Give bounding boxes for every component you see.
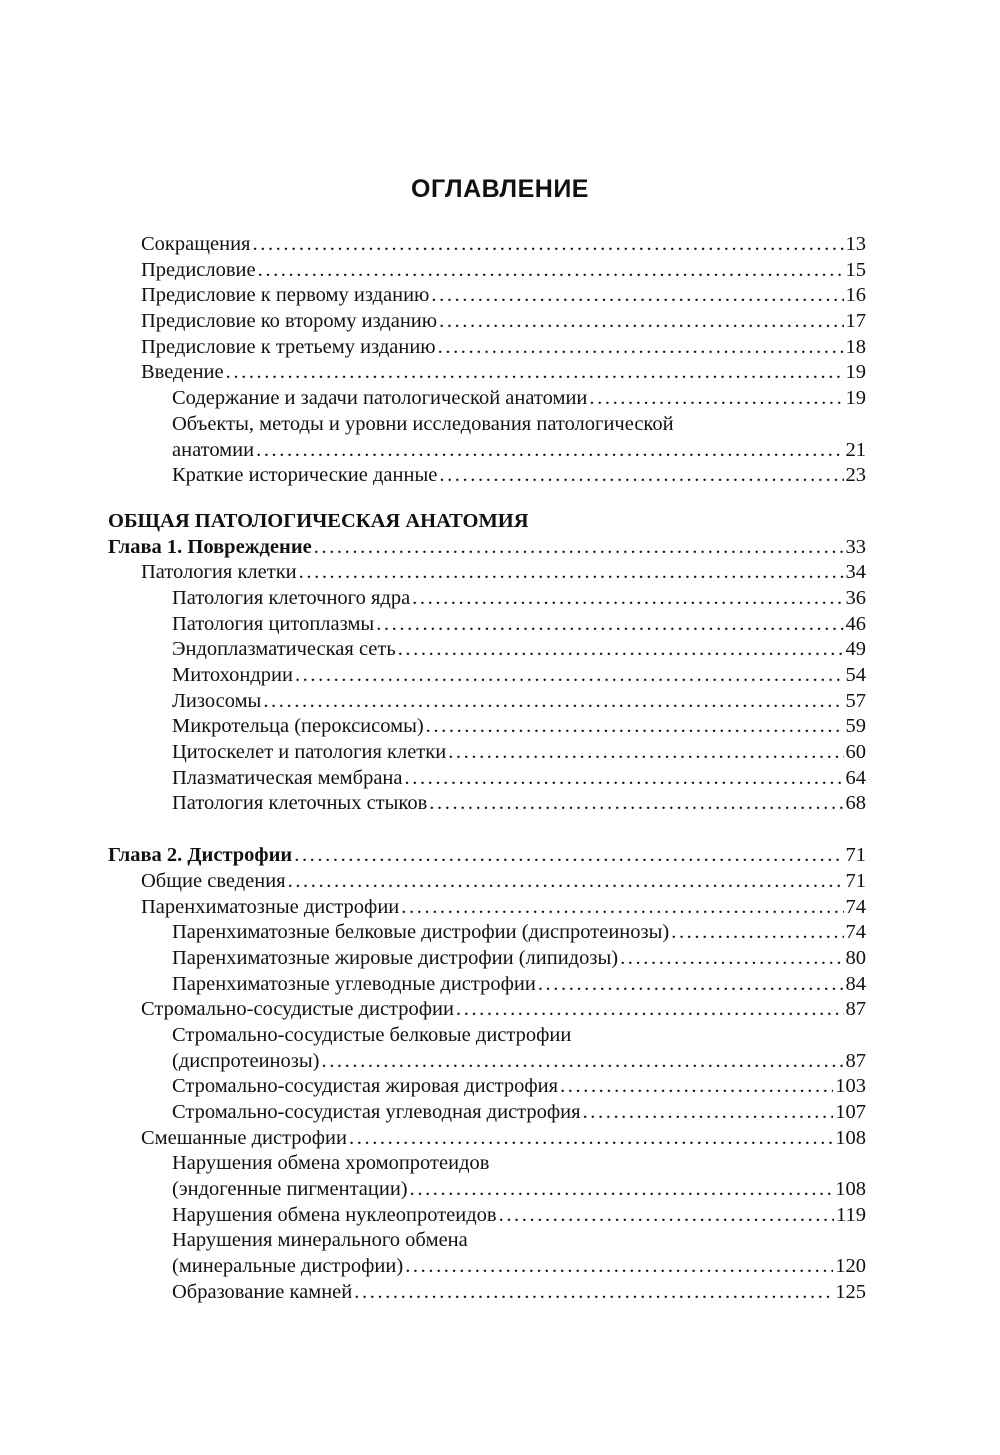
toc-page-number: 15	[845, 258, 866, 281]
toc-entry-title: (минеральные дистрофии)	[172, 1255, 404, 1278]
toc-entry[interactable]	[108, 895, 866, 921]
toc-entry-title: анатомии	[172, 438, 255, 461]
dot-leader	[439, 463, 843, 489]
toc-entry[interactable]	[108, 766, 866, 792]
toc-entry-title: Стромально-сосудистые дистрофии	[141, 998, 454, 1021]
toc-entry[interactable]	[108, 791, 866, 817]
toc-entry[interactable]	[108, 920, 866, 946]
toc-entry-title: Глава 2. Дистрофии	[108, 844, 293, 867]
dot-leader	[448, 740, 843, 766]
dot-leader	[538, 972, 844, 998]
toc-entry[interactable]	[108, 1254, 866, 1280]
dot-leader	[256, 438, 843, 464]
toc-entry[interactable]	[108, 637, 866, 663]
dot-leader	[410, 1177, 834, 1203]
toc-entry[interactable]	[108, 586, 866, 612]
toc-chapter-1	[108, 535, 866, 818]
dot-leader	[438, 335, 844, 361]
dot-leader	[253, 232, 844, 258]
toc-entry-title: Стромально-сосудистая жировая дистрофия	[172, 1075, 559, 1098]
dot-leader	[456, 997, 844, 1023]
toc-entry[interactable]	[108, 1074, 866, 1100]
toc-entry-title: Предисловие	[141, 258, 256, 281]
toc-page-number: 108	[835, 1126, 866, 1149]
toc-page-number: 18	[845, 335, 866, 358]
toc-chapter-entry[interactable]	[108, 535, 866, 561]
toc-entry-title: Эндоплазматическая сеть	[172, 638, 396, 661]
dot-leader	[295, 663, 844, 689]
toc-entry-line: Нарушения минерального обмена	[172, 1229, 468, 1252]
toc-page-number: 108	[835, 1178, 866, 1201]
toc-page-number: 84	[845, 972, 866, 995]
toc-page-number: 57	[845, 689, 866, 712]
toc-entry[interactable]	[108, 560, 866, 586]
toc-entry-title: (эндогенные пигментации)	[172, 1178, 408, 1201]
toc-entry-title: Глава 1. Повреждение	[108, 535, 312, 558]
dot-leader	[258, 258, 844, 284]
toc-entry-line: Нарушения обмена хромопротеидов	[172, 1152, 490, 1175]
toc-page-number: 74	[845, 921, 866, 944]
toc-page-number: 17	[845, 310, 866, 333]
toc-entry[interactable]	[108, 972, 866, 998]
toc-page-number: 19	[845, 361, 866, 384]
toc-entry[interactable]	[108, 1203, 866, 1229]
toc-entry[interactable]	[108, 258, 866, 284]
dot-leader	[398, 637, 844, 663]
section-heading: ОБЩАЯ ПАТОЛОГИЧЕСКАЯ АНАТОМИЯ	[108, 509, 529, 532]
toc-page-number: 49	[845, 638, 866, 661]
dot-leader	[405, 1254, 833, 1280]
dot-leader	[429, 791, 843, 817]
toc-entry-title: Цитоскелет и патология клетки	[172, 741, 447, 764]
toc-entry-title: Патология цитоплазмы	[172, 612, 375, 635]
toc-page-number: 60	[845, 741, 866, 764]
toc-page-number: 74	[845, 895, 866, 918]
toc-page-number: 125	[835, 1280, 866, 1303]
toc-page-number: 120	[835, 1255, 866, 1278]
toc-page-number: 46	[845, 612, 866, 635]
toc-page-number: 34	[845, 561, 866, 584]
dot-leader	[376, 612, 843, 638]
toc-entry[interactable]	[108, 1177, 866, 1203]
toc-entry[interactable]	[108, 1280, 866, 1306]
toc-entry[interactable]	[108, 1100, 866, 1126]
dot-leader	[426, 714, 844, 740]
toc-entry-title: Лизосомы	[172, 689, 262, 712]
toc-page-number: 103	[835, 1075, 866, 1098]
toc-entry-title: Плазматическая мембрана	[172, 766, 403, 789]
toc-chapter-entry[interactable]	[108, 843, 866, 869]
toc-page-number: 87	[845, 1049, 866, 1072]
toc-entry[interactable]	[108, 283, 866, 309]
toc-entry-title: Патология клеточного ядра	[172, 586, 411, 609]
dot-leader	[589, 386, 843, 412]
dot-leader	[314, 535, 844, 561]
toc-entry-title: Краткие исторические данные	[172, 464, 438, 487]
dot-leader	[349, 1126, 833, 1152]
toc-page-number: 64	[845, 766, 866, 789]
toc-entry[interactable]	[108, 869, 866, 895]
toc-entry-title: Предисловие к первому изданию	[141, 284, 430, 307]
toc-entry-title: Паренхиматозные жировые дистрофии (липидозы)	[172, 946, 619, 969]
dot-leader	[431, 283, 843, 309]
toc-page-number: 119	[836, 1203, 866, 1226]
dot-leader	[405, 766, 844, 792]
dot-leader	[583, 1100, 834, 1126]
toc-chapter-2	[108, 843, 866, 1305]
dot-leader	[263, 689, 843, 715]
toc-entry-title: Паренхиматозные белковые дистрофии (диспротеинозы)	[172, 921, 670, 944]
toc-page-number: 13	[845, 233, 866, 255]
dot-leader	[499, 1203, 834, 1229]
toc-entry[interactable]	[108, 689, 866, 715]
toc-entry[interactable]	[108, 463, 866, 489]
toc-entry-title: Предисловие к третьему изданию	[141, 335, 436, 358]
toc-entry[interactable]	[108, 946, 866, 972]
dot-leader	[321, 1049, 843, 1075]
toc-entry-title: Микротельца (пероксисомы)	[172, 715, 424, 738]
toc-entry[interactable]	[108, 309, 866, 335]
toc-entry[interactable]	[108, 714, 866, 740]
toc-entry-title: Митохондрии	[172, 664, 293, 686]
toc-entry-title: Смешанные дистрофии	[141, 1126, 348, 1149]
toc-entry[interactable]	[108, 1049, 866, 1075]
toc-entry[interactable]	[108, 360, 866, 386]
dot-leader	[401, 895, 843, 921]
toc-entry-title: Введение	[141, 361, 224, 384]
toc-page-number: 23	[845, 464, 866, 487]
toc-entry-title: Образование камней	[172, 1280, 353, 1303]
toc-page-number: 107	[835, 1101, 866, 1123]
toc-entry-title: Общие сведения	[141, 869, 286, 892]
toc-entry-title: Патология клеточных стыков	[172, 792, 428, 815]
toc-entry[interactable]	[108, 386, 866, 412]
toc-entry-line: Объекты, методы и уровни исследования патологической	[172, 412, 674, 435]
toc-entry-title: Содержание и задачи патологической анатомии	[172, 387, 588, 410]
toc-entry[interactable]	[108, 438, 866, 464]
toc-page-number: 71	[845, 844, 866, 867]
toc-page-number: 54	[845, 664, 866, 686]
dot-leader	[560, 1074, 833, 1100]
toc-page-number: 16	[845, 284, 866, 307]
toc-page-number: 19	[845, 387, 866, 410]
toc-front-matter	[108, 232, 866, 489]
toc-page-number: 87	[845, 998, 866, 1021]
toc-entry[interactable]	[108, 612, 866, 638]
toc-page-number: 80	[845, 946, 866, 969]
toc-page-number: 68	[845, 792, 866, 815]
toc-entry[interactable]	[108, 663, 866, 689]
dot-leader	[620, 946, 843, 972]
toc-entry-title: (диспротеинозы)	[172, 1049, 320, 1072]
dot-leader	[412, 586, 843, 612]
toc-page-number: 21	[845, 438, 866, 461]
toc-entry-title: Патология клетки	[141, 561, 297, 584]
dot-leader	[354, 1280, 833, 1306]
table-of-contents	[108, 232, 866, 1306]
toc-page-number: 36	[845, 586, 866, 609]
dot-leader	[226, 360, 844, 386]
toc-entry[interactable]	[108, 740, 866, 766]
toc-page-number: 59	[845, 715, 866, 738]
toc-page-number: 33	[845, 535, 866, 558]
toc-entry-title: Паренхиматозные дистрофии	[141, 895, 400, 918]
toc-entry-title: Стромально-сосудистая углеводная дистрофия	[172, 1101, 581, 1123]
toc-entry-title: Паренхиматозные углеводные дистрофии	[172, 972, 536, 995]
dot-leader	[299, 560, 844, 586]
dot-leader	[294, 843, 843, 869]
dot-leader	[288, 869, 844, 895]
dot-leader	[439, 309, 843, 335]
toc-entry-title: Сокращения	[141, 233, 251, 255]
toc-entry[interactable]	[108, 1126, 866, 1152]
dot-leader	[671, 920, 843, 946]
toc-page-number: 71	[845, 869, 866, 892]
toc-entry[interactable]	[108, 232, 866, 258]
toc-entry[interactable]	[108, 997, 866, 1023]
page-title: ОГЛАВЛЕНИЕ	[411, 175, 589, 203]
toc-entry[interactable]	[108, 335, 866, 361]
toc-entry-line: Стромально-сосудистые белковые дистрофии	[172, 1023, 572, 1046]
toc-entry-title: Предисловие ко второму изданию	[141, 310, 438, 333]
toc-entry-title: Нарушения обмена нуклеопротеидов	[172, 1203, 497, 1226]
